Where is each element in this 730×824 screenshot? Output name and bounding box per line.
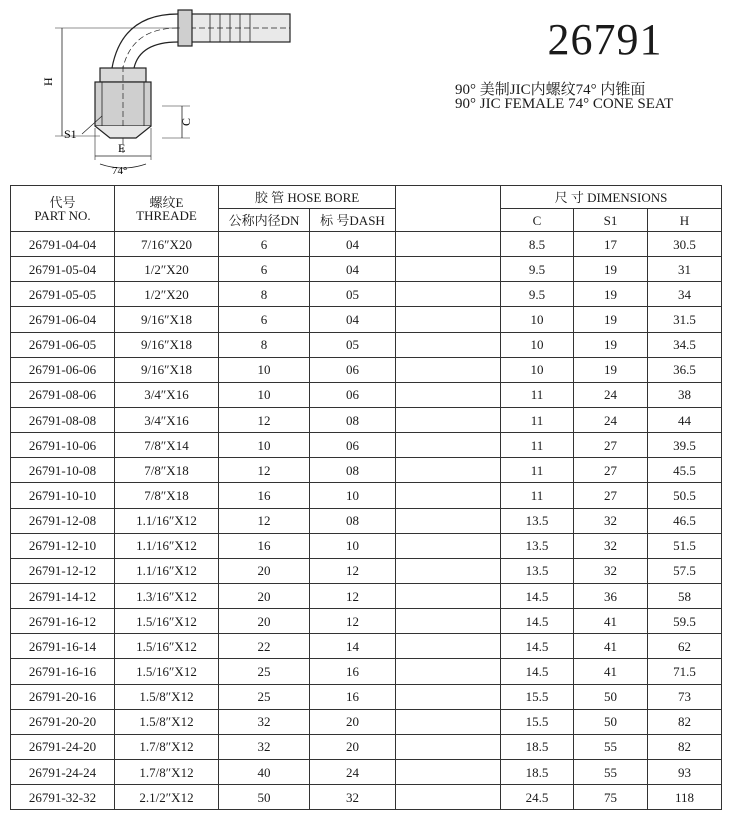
cell-c: 9.5 bbox=[501, 257, 574, 282]
cell-part: 26791-12-08 bbox=[11, 508, 115, 533]
cell-thread: 7/16″X20 bbox=[115, 232, 219, 257]
cell-part: 26791-10-08 bbox=[11, 458, 115, 483]
cell-h: 45.5 bbox=[648, 458, 722, 483]
cell-dash: 12 bbox=[310, 583, 396, 608]
cell-thread: 2.1/2″X12 bbox=[115, 785, 219, 810]
cell-dash: 32 bbox=[310, 785, 396, 810]
cell-gap bbox=[396, 558, 501, 583]
cell-h: 118 bbox=[648, 785, 722, 810]
cell-s1: 27 bbox=[574, 433, 648, 458]
cell-gap bbox=[396, 307, 501, 332]
cell-c: 13.5 bbox=[501, 533, 574, 558]
table-row bbox=[11, 634, 722, 659]
cell-gap bbox=[396, 609, 501, 634]
header-part-no-en: PART NO. bbox=[34, 207, 91, 223]
cell-gap bbox=[396, 407, 501, 432]
cell-h: 44 bbox=[648, 407, 722, 432]
cell-h: 36.5 bbox=[648, 357, 722, 382]
cell-s1: 41 bbox=[574, 634, 648, 659]
header-part-no-cn: 代号 bbox=[49, 194, 76, 210]
cell-dn: 32 bbox=[219, 734, 310, 759]
cell-c: 18.5 bbox=[501, 734, 574, 759]
cell-s1: 50 bbox=[574, 684, 648, 709]
cell-part: 26791-05-05 bbox=[11, 282, 115, 307]
cell-gap bbox=[396, 659, 501, 684]
header-dimensions: 尺 寸 DIMENSIONS bbox=[501, 186, 722, 209]
cell-gap bbox=[396, 483, 501, 508]
cell-s1: 55 bbox=[574, 734, 648, 759]
cell-thread: 7/8″X14 bbox=[115, 433, 219, 458]
cell-c: 18.5 bbox=[501, 759, 574, 784]
cell-part: 26791-06-06 bbox=[11, 357, 115, 382]
cell-dash: 14 bbox=[310, 634, 396, 659]
header-part-no bbox=[11, 186, 115, 232]
cell-dash: 20 bbox=[310, 734, 396, 759]
cell-thread: 9/16″X18 bbox=[115, 307, 219, 332]
cell-part: 26791-32-32 bbox=[11, 785, 115, 810]
table-row bbox=[11, 382, 722, 407]
cell-s1: 27 bbox=[574, 483, 648, 508]
cell-thread: 1.5/16″X12 bbox=[115, 609, 219, 634]
cell-dash: 06 bbox=[310, 357, 396, 382]
cell-s1: 41 bbox=[574, 659, 648, 684]
cell-s1: 55 bbox=[574, 759, 648, 784]
cell-thread: 7/8″X18 bbox=[115, 458, 219, 483]
cell-dn: 20 bbox=[219, 609, 310, 634]
cell-dash: 16 bbox=[310, 659, 396, 684]
cell-dash: 10 bbox=[310, 483, 396, 508]
cell-gap bbox=[396, 634, 501, 659]
cell-s1: 17 bbox=[574, 232, 648, 257]
cell-dash: 10 bbox=[310, 533, 396, 558]
cell-c: 10 bbox=[501, 357, 574, 382]
cell-c: 11 bbox=[501, 407, 574, 432]
table-row bbox=[11, 583, 722, 608]
cell-part: 26791-12-12 bbox=[11, 558, 115, 583]
cell-c: 13.5 bbox=[501, 558, 574, 583]
cell-gap bbox=[396, 684, 501, 709]
cell-c: 15.5 bbox=[501, 709, 574, 734]
cell-h: 31 bbox=[648, 257, 722, 282]
cell-dash: 04 bbox=[310, 232, 396, 257]
table-body bbox=[11, 232, 722, 810]
cell-c: 11 bbox=[501, 433, 574, 458]
cell-h: 38 bbox=[648, 382, 722, 407]
table-row bbox=[11, 533, 722, 558]
cell-dn: 12 bbox=[219, 508, 310, 533]
cell-dn: 10 bbox=[219, 382, 310, 407]
cell-thread: 1/2″X20 bbox=[115, 282, 219, 307]
table-row bbox=[11, 508, 722, 533]
cell-h: 59.5 bbox=[648, 609, 722, 634]
cell-dn: 6 bbox=[219, 232, 310, 257]
cell-s1: 32 bbox=[574, 558, 648, 583]
cell-dn: 25 bbox=[219, 659, 310, 684]
cell-c: 9.5 bbox=[501, 282, 574, 307]
cell-s1: 36 bbox=[574, 583, 648, 608]
cell-thread: 3/4″X16 bbox=[115, 407, 219, 432]
cell-part: 26791-12-10 bbox=[11, 533, 115, 558]
cell-s1: 19 bbox=[574, 357, 648, 382]
header-dn: 公称内径DN bbox=[219, 209, 310, 232]
cell-thread: 9/16″X18 bbox=[115, 332, 219, 357]
cell-dn: 40 bbox=[219, 759, 310, 784]
table-row bbox=[11, 684, 722, 709]
table-row bbox=[11, 785, 722, 810]
cell-s1: 32 bbox=[574, 508, 648, 533]
cell-thread: 1.1/16″X12 bbox=[115, 533, 219, 558]
header-thread bbox=[115, 186, 219, 232]
cell-thread: 1.5/16″X12 bbox=[115, 634, 219, 659]
cell-dn: 8 bbox=[219, 332, 310, 357]
cell-s1: 24 bbox=[574, 407, 648, 432]
cell-h: 71.5 bbox=[648, 659, 722, 684]
cell-dash: 24 bbox=[310, 759, 396, 784]
cell-s1: 32 bbox=[574, 533, 648, 558]
cell-gap bbox=[396, 508, 501, 533]
header-s1: S1 bbox=[574, 209, 648, 232]
dim-c-label: C bbox=[179, 117, 193, 126]
cell-gap bbox=[396, 357, 501, 382]
cell-s1: 19 bbox=[574, 332, 648, 357]
header-gap bbox=[396, 186, 501, 232]
cell-dn: 20 bbox=[219, 558, 310, 583]
dim-e-label: E bbox=[118, 141, 126, 155]
cell-gap bbox=[396, 332, 501, 357]
cell-part: 26791-20-16 bbox=[11, 684, 115, 709]
cell-gap bbox=[396, 709, 501, 734]
cell-h: 62 bbox=[648, 634, 722, 659]
cell-s1: 50 bbox=[574, 709, 648, 734]
cell-h: 82 bbox=[648, 734, 722, 759]
cell-dash: 12 bbox=[310, 558, 396, 583]
cell-c: 11 bbox=[501, 382, 574, 407]
cell-dash: 08 bbox=[310, 458, 396, 483]
cell-thread: 1.7/8″X12 bbox=[115, 734, 219, 759]
table-row bbox=[11, 609, 722, 634]
cell-dash: 20 bbox=[310, 709, 396, 734]
cell-dn: 6 bbox=[219, 257, 310, 282]
cell-dn: 12 bbox=[219, 407, 310, 432]
table-row bbox=[11, 558, 722, 583]
cell-h: 73 bbox=[648, 684, 722, 709]
header-thread-cn: 螺纹E bbox=[149, 194, 184, 210]
cell-h: 50.5 bbox=[648, 483, 722, 508]
cell-part: 26791-10-10 bbox=[11, 483, 115, 508]
cell-c: 14.5 bbox=[501, 609, 574, 634]
cell-dash: 04 bbox=[310, 307, 396, 332]
cell-c: 10 bbox=[501, 307, 574, 332]
header-dash: 标 号DASH bbox=[310, 209, 396, 232]
cell-part: 26791-16-12 bbox=[11, 609, 115, 634]
cell-h: 34 bbox=[648, 282, 722, 307]
cell-part: 26791-08-06 bbox=[11, 382, 115, 407]
table-row bbox=[11, 709, 722, 734]
cell-dn: 50 bbox=[219, 785, 310, 810]
cell-gap bbox=[396, 734, 501, 759]
cell-part: 26791-24-24 bbox=[11, 759, 115, 784]
cell-dn: 32 bbox=[219, 709, 310, 734]
cell-part: 26791-24-20 bbox=[11, 734, 115, 759]
cell-s1: 41 bbox=[574, 609, 648, 634]
cell-s1: 19 bbox=[574, 282, 648, 307]
cell-thread: 9/16″X18 bbox=[115, 357, 219, 382]
header-c: C bbox=[501, 209, 574, 232]
cell-thread: 1.1/16″X12 bbox=[115, 558, 219, 583]
cell-thread: 1.1/16″X12 bbox=[115, 508, 219, 533]
dim-h-label: H bbox=[41, 77, 55, 86]
cell-s1: 19 bbox=[574, 257, 648, 282]
cell-c: 24.5 bbox=[501, 785, 574, 810]
cell-h: 82 bbox=[648, 709, 722, 734]
cell-part: 26791-05-04 bbox=[11, 257, 115, 282]
cell-h: 93 bbox=[648, 759, 722, 784]
cell-dn: 25 bbox=[219, 684, 310, 709]
cell-dash: 05 bbox=[310, 332, 396, 357]
cell-dn: 20 bbox=[219, 583, 310, 608]
table-row bbox=[11, 232, 722, 257]
subtitle-english: 90° JIC FEMALE 74° CONE SEAT bbox=[455, 96, 674, 112]
cell-dn: 22 bbox=[219, 634, 310, 659]
cell-gap bbox=[396, 382, 501, 407]
cell-part: 26791-04-04 bbox=[11, 232, 115, 257]
cell-thread: 1.5/16″X12 bbox=[115, 659, 219, 684]
cell-gap bbox=[396, 282, 501, 307]
cell-c: 11 bbox=[501, 458, 574, 483]
cell-dn: 10 bbox=[219, 357, 310, 382]
cell-dash: 16 bbox=[310, 684, 396, 709]
cell-h: 58 bbox=[648, 583, 722, 608]
cell-dash: 12 bbox=[310, 609, 396, 634]
header-h: H bbox=[648, 209, 722, 232]
cell-s1: 19 bbox=[574, 307, 648, 332]
table-row bbox=[11, 659, 722, 684]
cell-part: 26791-10-06 bbox=[11, 433, 115, 458]
cell-dash: 06 bbox=[310, 433, 396, 458]
cell-c: 10 bbox=[501, 332, 574, 357]
cell-part: 26791-06-04 bbox=[11, 307, 115, 332]
cell-c: 8.5 bbox=[501, 232, 574, 257]
cell-part: 26791-08-08 bbox=[11, 407, 115, 432]
cell-part: 26791-06-05 bbox=[11, 332, 115, 357]
cell-part: 26791-20-20 bbox=[11, 709, 115, 734]
cell-thread: 1.5/8″X12 bbox=[115, 684, 219, 709]
table-row bbox=[11, 357, 722, 382]
cell-c: 14.5 bbox=[501, 634, 574, 659]
cell-h: 57.5 bbox=[648, 558, 722, 583]
cell-gap bbox=[396, 458, 501, 483]
cell-dn: 12 bbox=[219, 458, 310, 483]
cell-dn: 10 bbox=[219, 433, 310, 458]
cell-dash: 06 bbox=[310, 382, 396, 407]
cell-gap bbox=[396, 583, 501, 608]
header-thread-en: THREADE bbox=[136, 207, 197, 223]
table-row bbox=[11, 759, 722, 784]
cell-gap bbox=[396, 257, 501, 282]
cell-part: 26791-16-16 bbox=[11, 659, 115, 684]
cell-gap bbox=[396, 785, 501, 810]
table-row bbox=[11, 734, 722, 759]
cell-h: 31.5 bbox=[648, 307, 722, 332]
cell-s1: 24 bbox=[574, 382, 648, 407]
model-number: 26791 bbox=[547, 15, 663, 64]
cell-gap bbox=[396, 232, 501, 257]
cell-h: 46.5 bbox=[648, 508, 722, 533]
cell-thread: 3/4″X16 bbox=[115, 382, 219, 407]
cell-h: 51.5 bbox=[648, 533, 722, 558]
cell-thread: 1.7/8″X12 bbox=[115, 759, 219, 784]
cell-c: 15.5 bbox=[501, 684, 574, 709]
cell-gap bbox=[396, 433, 501, 458]
cell-thread: 1/2″X20 bbox=[115, 257, 219, 282]
cell-dash: 04 bbox=[310, 257, 396, 282]
table-row bbox=[11, 307, 722, 332]
cell-dash: 08 bbox=[310, 407, 396, 432]
subtitle-chinese: 90° 美制JIC内螺纹74° 内锥面 bbox=[455, 82, 646, 98]
cell-thread: 1.5/8″X12 bbox=[115, 709, 219, 734]
dim-s1-label: S1 bbox=[64, 127, 77, 141]
cell-s1: 75 bbox=[574, 785, 648, 810]
cell-c: 13.5 bbox=[501, 508, 574, 533]
fitting-drawing bbox=[40, 6, 310, 176]
table-row bbox=[11, 332, 722, 357]
table-row bbox=[11, 282, 722, 307]
table-row bbox=[11, 257, 722, 282]
cell-c: 14.5 bbox=[501, 583, 574, 608]
cell-h: 30.5 bbox=[648, 232, 722, 257]
cell-thread: 1.3/16″X12 bbox=[115, 583, 219, 608]
cell-dn: 8 bbox=[219, 282, 310, 307]
cell-dash: 05 bbox=[310, 282, 396, 307]
cell-dash: 08 bbox=[310, 508, 396, 533]
specification-table bbox=[10, 185, 722, 810]
cell-part: 26791-14-12 bbox=[11, 583, 115, 608]
cell-dn: 16 bbox=[219, 533, 310, 558]
table-row bbox=[11, 433, 722, 458]
dim-angle-label: 74° bbox=[112, 165, 128, 176]
cell-gap bbox=[396, 759, 501, 784]
cell-s1: 27 bbox=[574, 458, 648, 483]
cell-gap bbox=[396, 533, 501, 558]
header-hose-bore: 胶 管 HOSE BORE bbox=[219, 186, 396, 209]
table-row bbox=[11, 407, 722, 432]
cell-dn: 6 bbox=[219, 307, 310, 332]
cell-dn: 16 bbox=[219, 483, 310, 508]
cell-h: 39.5 bbox=[648, 433, 722, 458]
table-row bbox=[11, 483, 722, 508]
cell-part: 26791-16-14 bbox=[11, 634, 115, 659]
table-row bbox=[11, 458, 722, 483]
cell-c: 14.5 bbox=[501, 659, 574, 684]
cell-h: 34.5 bbox=[648, 332, 722, 357]
cell-thread: 7/8″X18 bbox=[115, 483, 219, 508]
cell-c: 11 bbox=[501, 483, 574, 508]
